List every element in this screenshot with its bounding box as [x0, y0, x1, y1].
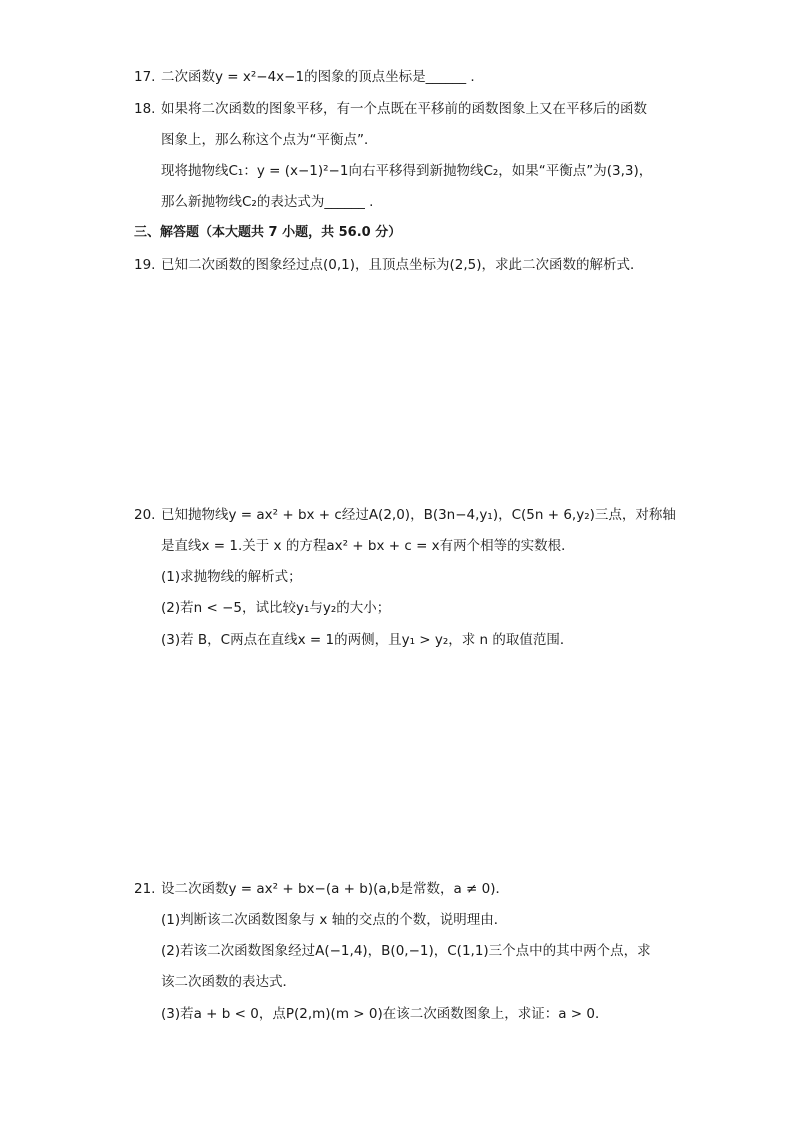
section-3-heading: 三、解答题（本大题共 7 小题，共 56.0 分） [134, 225, 402, 240]
question-17-text: 二次函数y = x²−4x−1的图象的顶点坐标是______ . [161, 69, 475, 85]
question-18-line-2: 图象上，那么称这个点为“平衡点”． [161, 132, 378, 148]
question-21-part-3: (3)若a + b < 0，点P(2,m)(m > 0)在该二次函数图象上，求证：a > 0． [161, 1006, 609, 1022]
question-18-line-3: 现将抛物线C₁：y = (x−1)²−1向右平移得到新抛物线C₂，如果“平衡点”为(3,3)， [161, 163, 653, 179]
question-18-line-1: 如果将二次函数的图象平移，有一个点既在平移前的函数图象上又在平移后的函数 [161, 101, 647, 117]
question-21-number: 21. [134, 881, 156, 897]
question-21-part-1: (1)判断该二次函数图象与 x 轴的交点的个数，说明理由． [161, 912, 508, 928]
question-18-line-4: 那么新抛物线C₂的表达式为______ . [161, 194, 374, 210]
question-18-number: 18. [134, 101, 156, 117]
question-21-part-2: (2)若该二次函数图象经过A(−1,4)，B(0,−1)，C(1,1)三个点中的其中两个点，求 [161, 943, 651, 959]
question-20-line-1: 已知抛物线y = ax² + bx + c经过A(2,0)，B(3n−4,y₁)，C(5n + 6,y₂)三点，对称轴 [161, 507, 676, 523]
question-20-part-1: (1)求抛物线的解析式； [161, 569, 302, 585]
question-19-number: 19. [134, 257, 156, 273]
question-17-number: 17. [134, 69, 156, 85]
question-20-part-3: (3)若 B，C两点在直线x = 1的两侧，且y₁ > y₂，求 n 的取值范围． [161, 632, 574, 648]
question-20-number: 20. [134, 507, 156, 523]
question-21-line-1: 设二次函数y = ax² + bx−(a + b)(a,b是常数，a ≠ 0)． [161, 881, 510, 897]
question-19-text: 已知二次函数的图象经过点(0,1)，且顶点坐标为(2,5)，求此二次函数的解析式． [161, 257, 644, 273]
question-21-part-2-cont: 该二次函数的表达式． [161, 974, 296, 990]
question-20-part-2: (2)若n < −5，试比较y₁与y₂的大小； [161, 600, 391, 616]
question-20-line-2: 是直线x = 1.关于 x 的方程ax² + bx + c = x有两个相等的实数根． [161, 538, 575, 554]
